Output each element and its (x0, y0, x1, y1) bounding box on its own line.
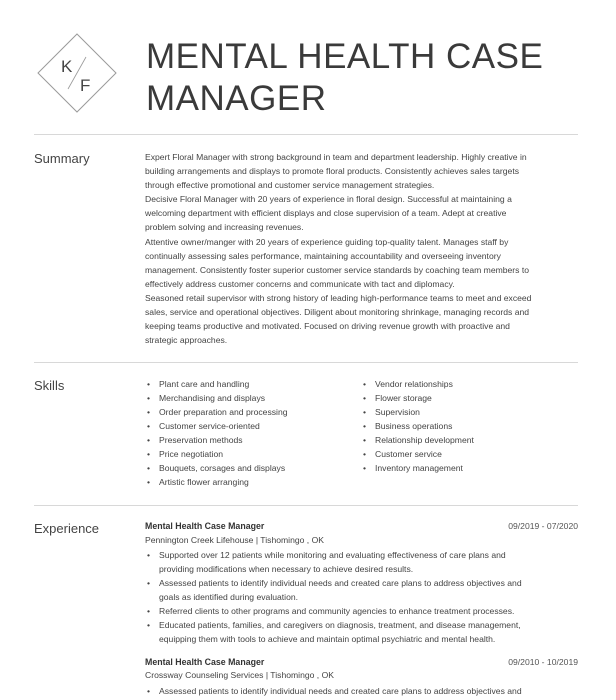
name-line-1: MENTAL HEALTH CASE (146, 37, 544, 76)
skill-item: • Order preparation and processing (145, 405, 355, 419)
job-title: Mental Health Case Manager (145, 657, 265, 667)
skill-item: • Artistic flower arranging (145, 475, 355, 489)
skill-item: • Relationship development (361, 433, 581, 447)
summary-line: building arrangements and displays to promote floral products. Consistently achieves sales targets (145, 166, 520, 177)
skills-title: Skills (34, 378, 65, 393)
skill-item: • Inventory management (361, 461, 581, 475)
job-dates: 09/2010 - 10/2019 (508, 657, 578, 667)
summary-line: effectively address customer concerns and communicate with tact and diplomacy. (145, 278, 455, 289)
summary-line: sales, service and operational objectives. Diligent about monitoring shrinkage, managing records and (145, 307, 530, 318)
summary-line: Attentive owner/manger with 20 years of experience guiding top-quality talent. Manages staff by (145, 236, 509, 247)
duty-item (145, 576, 585, 604)
experience-title: Experience (34, 521, 100, 536)
skills-list-left (145, 377, 355, 489)
summary-line: welcoming department with efficient displays and close supervision of a team. Adept at creative (145, 208, 507, 219)
skill-item: • Customer service-oriented (145, 419, 355, 433)
divider (34, 134, 578, 135)
job-company: Pennington Creek Lifehouse | Tishomingo , OK (145, 535, 324, 545)
job-duties (145, 684, 585, 698)
duty-line: equipping them with tools to achieve and maintain optimal psychiatric and mental health. (159, 634, 496, 644)
duty-item (145, 618, 585, 646)
skill-item: • Flower storage (361, 391, 581, 405)
skill-item: • Preservation methods (145, 433, 355, 447)
summary-title: Summary (34, 151, 90, 166)
skills-list-right (361, 377, 581, 475)
summary-line: Seasoned retail supervisor with strong history of leading high-performance teams to meet and exceed (145, 292, 532, 303)
summary-line: management. Consistently foster superior customer service standards by coaching team members to (145, 264, 530, 275)
job-title: Mental Health Case Manager (145, 521, 265, 531)
monogram-initial-1: K (61, 57, 73, 76)
summary-line: strategic approaches. (145, 335, 228, 346)
summary-line: Expert Floral Manager with strong background in team and department leadership. Highly creative in (145, 152, 527, 162)
summary-line: continually assessing sales performance, maintaining accountability and overseeing inventory (145, 250, 501, 261)
summary-line: keeping teams productive and motivated. Focused on driving revenue growth with proactive and (145, 321, 510, 332)
summary-text (145, 150, 581, 347)
job-company: Crossway Counseling Services | Tishomingo , OK (145, 670, 334, 680)
skill-item: • Business operations (361, 419, 581, 433)
job-dates: 09/2019 - 07/2020 (508, 521, 578, 531)
resume-name (146, 36, 586, 120)
duty-line: • Supported over 12 patients while monitoring and evaluating effectiveness of care plans and (159, 550, 506, 560)
duty-item (145, 548, 585, 576)
skill-item: • Merchandising and displays (145, 391, 355, 405)
skill-item: • Customer service (361, 447, 581, 461)
monogram-logo (37, 33, 117, 113)
skill-item: • Plant care and handling (145, 377, 355, 391)
skill-item: • Supervision (361, 405, 581, 419)
summary-line: problem solving and increasing revenues. (145, 222, 304, 233)
summary-line: through effective promotional and customer service management strategies. (145, 180, 435, 191)
job-duties (145, 548, 585, 646)
duty-line: • Educated patients, families, and caregivers on diagnosis, treatment, and disease management, (159, 620, 521, 630)
summary-line: Decisive Floral Manager with 20 years of experience in floral design. Successful at maintaining a (145, 194, 512, 205)
skill-item: • Vendor relationships (361, 377, 581, 391)
duty-line: • Assessed patients to identify individual needs and created care plans to address objectives and (159, 578, 522, 588)
divider (34, 362, 578, 363)
duty-item (145, 604, 585, 618)
duty-item (145, 684, 585, 698)
duty-line: goals as identified during evaluation. (159, 592, 299, 602)
duty-line: • Assessed patients to identify individual needs and created care plans to address objectives and (159, 686, 522, 696)
skill-item: • Price negotiation (145, 447, 355, 461)
duty-line: • Referred clients to other programs and community agencies to enhance treatment processes. (159, 606, 515, 616)
name-line-2: MANAGER (146, 79, 327, 118)
duty-line: providing modifications when necessary to achieve desired results. (159, 564, 414, 574)
monogram-initial-2: F (80, 76, 91, 95)
divider (34, 505, 578, 506)
skill-item: • Bouquets, corsages and displays (145, 461, 355, 475)
